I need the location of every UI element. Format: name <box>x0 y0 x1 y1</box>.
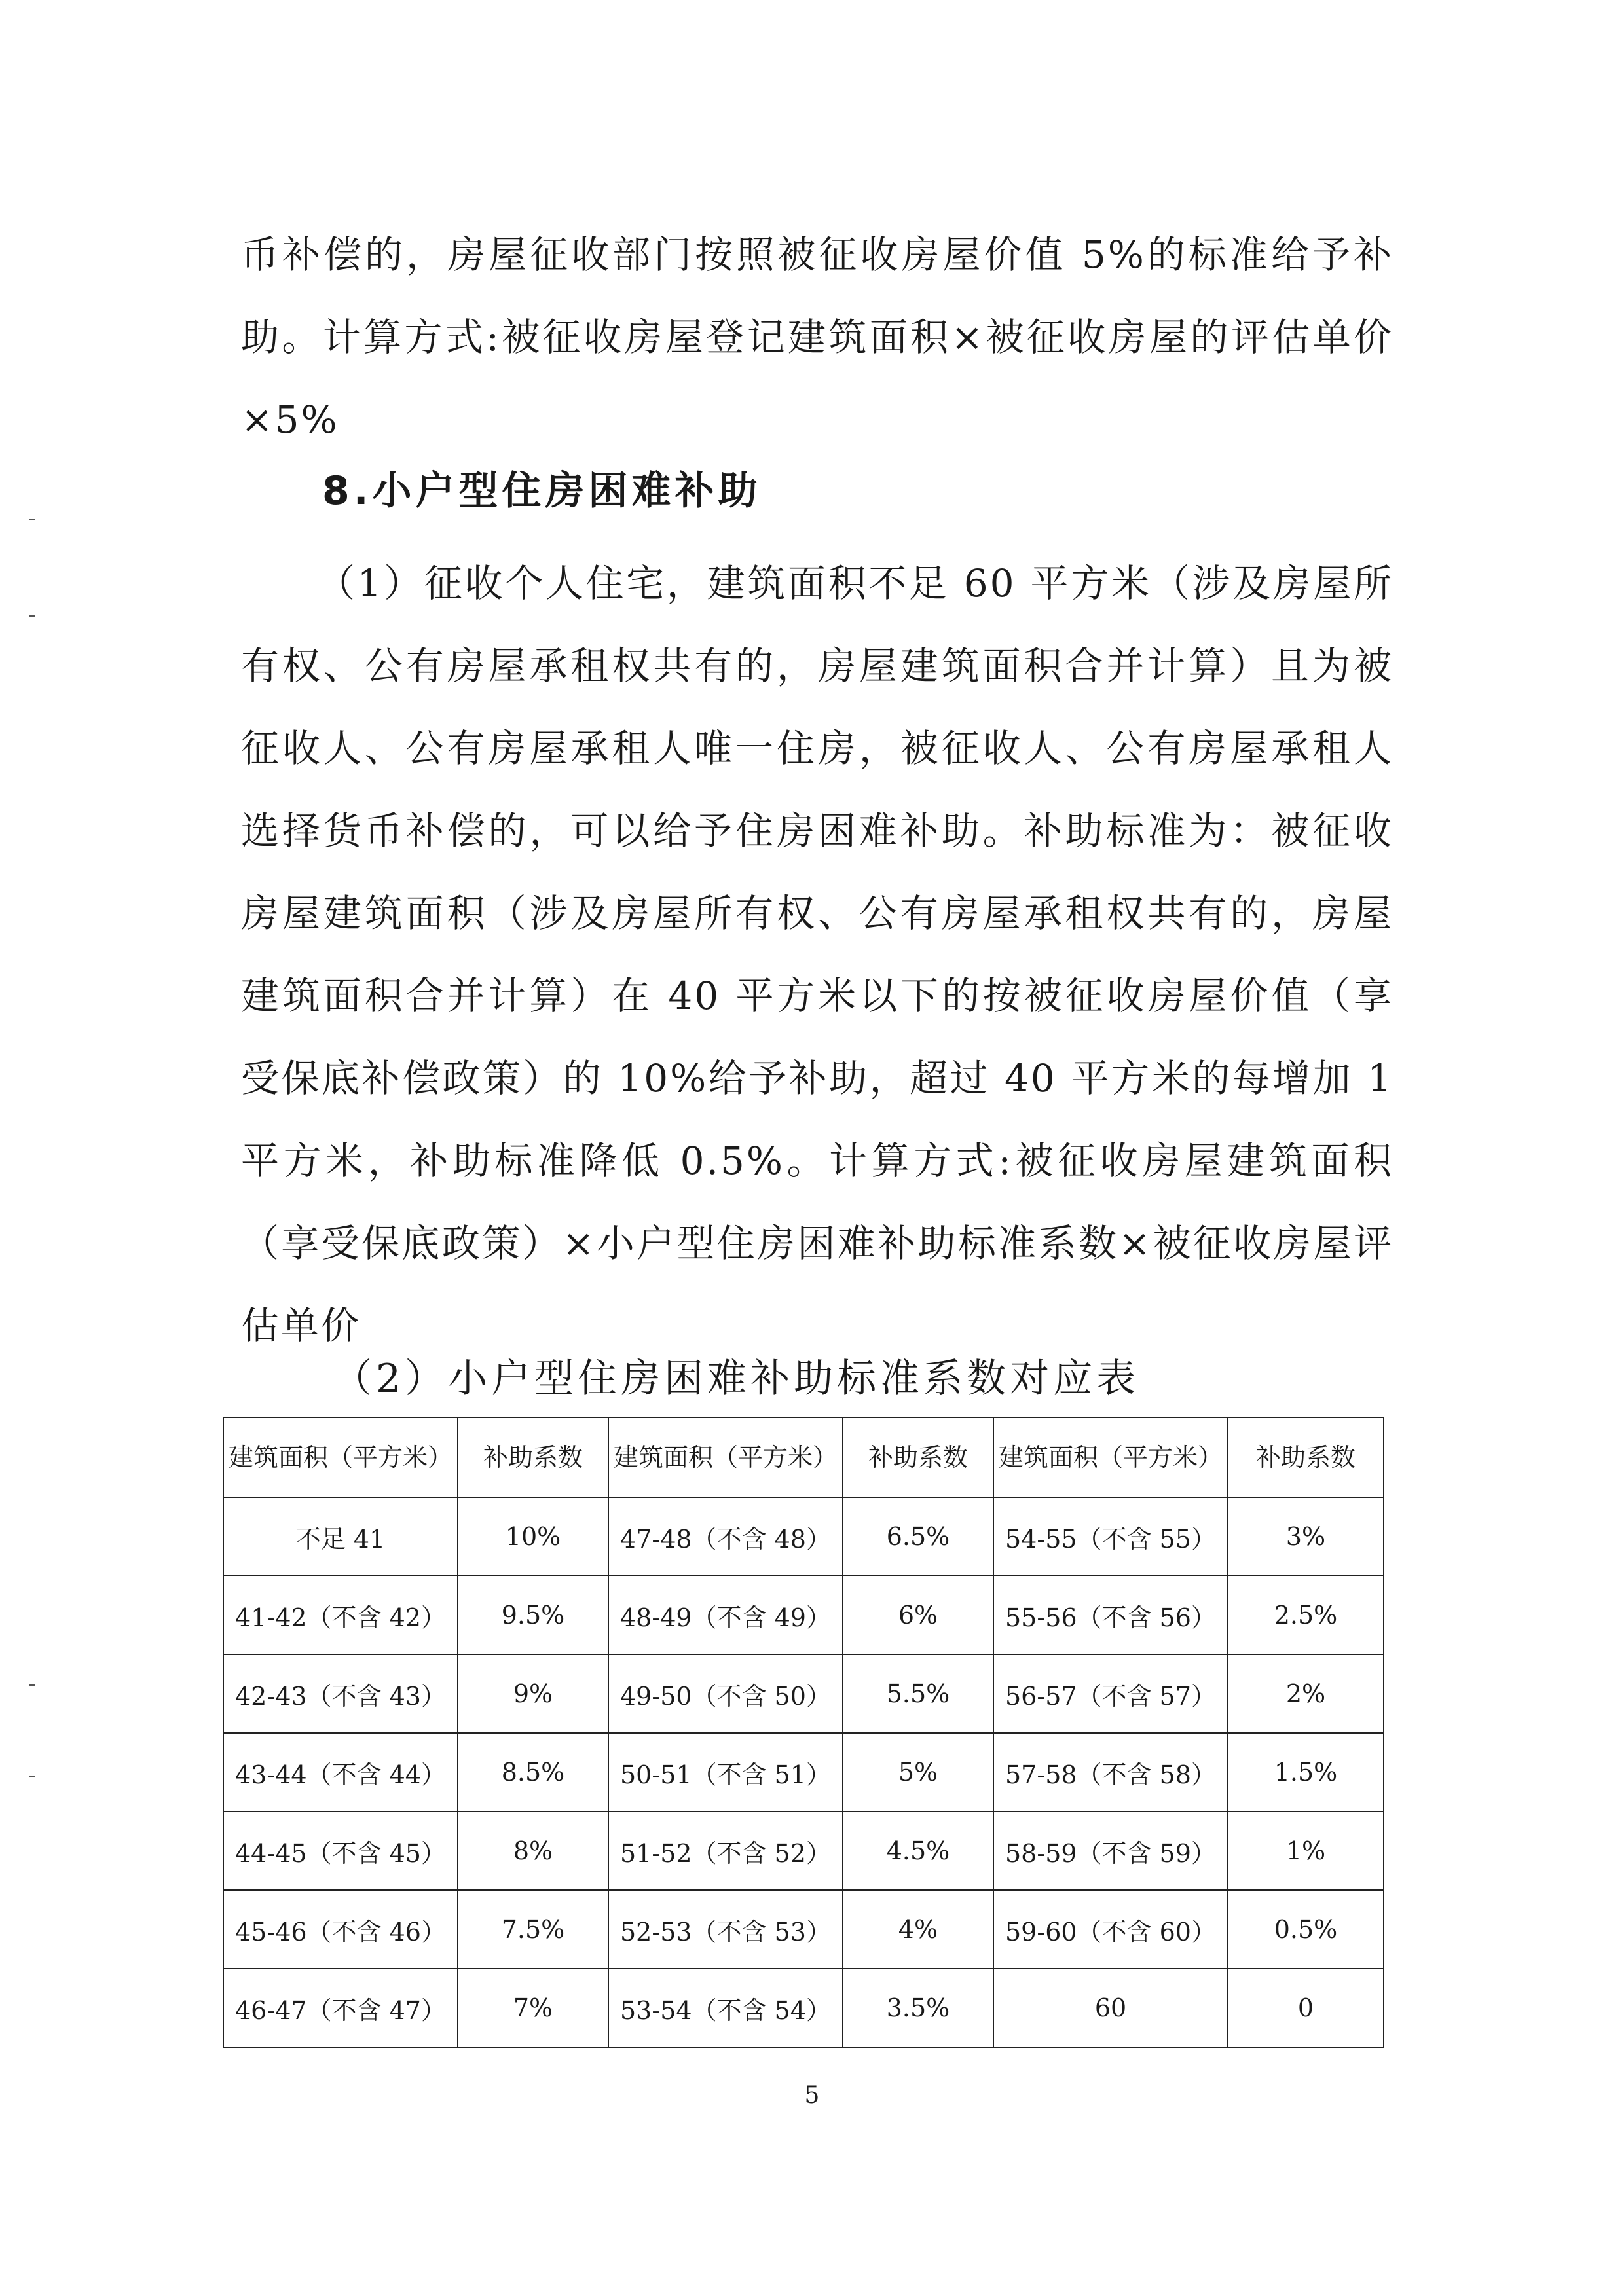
cell-area: 55-56（不含 56） <box>993 1576 1228 1654</box>
cell-area: 43-44（不含 44） <box>223 1733 458 1812</box>
cell-area: 41-42（不含 42） <box>223 1576 458 1654</box>
cell-area: 54-55（不含 55） <box>993 1497 1228 1576</box>
cell-area: 58-59（不含 59） <box>993 1812 1228 1890</box>
cell-coefficient: 2% <box>1228 1654 1384 1733</box>
cell-area: 51-52（不含 52） <box>608 1812 843 1890</box>
cell-coefficient: 5% <box>843 1733 993 1812</box>
cell-coefficient: 0.5% <box>1228 1890 1384 1969</box>
cell-area: 57-58（不含 58） <box>993 1733 1228 1812</box>
cell-area: 47-48（不含 48） <box>608 1497 843 1576</box>
table-row <box>223 1654 1384 1733</box>
cell-area: 48-49（不含 49） <box>608 1576 843 1654</box>
cell-coefficient: 9% <box>458 1654 608 1733</box>
table-row <box>223 1969 1384 2047</box>
paragraph-continuation: 币补偿的，房屋征收部门按照被征收房屋价值 5%的标准给予补助。计算方式:被征收房屋登记建筑面积×被征收房屋的评估单价×5% <box>241 232 1393 442</box>
header-area: 建筑面积（平方米） <box>223 1417 458 1497</box>
cell-coefficient: 9.5% <box>458 1576 608 1654</box>
table-row <box>223 1497 1384 1576</box>
cell-coefficient: 3% <box>1228 1497 1384 1576</box>
cell-coefficient: 5.5% <box>843 1654 993 1733</box>
cell-coefficient: 1% <box>1228 1812 1384 1890</box>
section-heading: 8.小户型住房困难补助 <box>322 468 762 514</box>
cell-area: 56-57（不含 57） <box>993 1654 1228 1733</box>
cell-area: 60 <box>993 1969 1228 2047</box>
cell-coefficient: 7% <box>458 1969 608 2047</box>
cell-coefficient: 8.5% <box>458 1733 608 1812</box>
cell-area: 44-45（不含 45） <box>223 1812 458 1890</box>
table-row <box>223 1733 1384 1812</box>
cell-area: 49-50（不含 50） <box>608 1654 843 1733</box>
cell-area: 53-54（不含 54） <box>608 1969 843 2047</box>
cell-coefficient: 0 <box>1228 1969 1384 2047</box>
paragraph-subsidy-rule: （1）征收个人住宅，建筑面积不足 60 平方米（涉及房屋所有权、公有房屋承租权共有的，房屋建筑面积合并计算）且为被征收人、公有房屋承租人唯一住房，被征收人、公有房屋承租人选择货币补偿的，可以给予住房困难补助。补助标准为：被征收房屋建筑面积（涉及房屋所有权、公有房屋承租权共有的，房屋建筑面积合并计算）在 40 平方米以下的按被征收房屋价值（享受保底补偿政策）的 10%给予补助，超过 40 平方米的每增加 1 平方米，补助标准降低 0.5%。计算方式:被征收房屋建筑面积（享受保底政策）×小户型住房困难补助标准系数×被征收房屋评估单价 <box>241 561 1393 1348</box>
table-row <box>223 1812 1384 1890</box>
header-coefficient: 补助系数 <box>1228 1417 1384 1497</box>
cell-area: 42-43（不含 43） <box>223 1654 458 1733</box>
header-coefficient: 补助系数 <box>843 1417 993 1497</box>
cell-area: 52-53（不含 53） <box>608 1890 843 1969</box>
header-coefficient: 补助系数 <box>458 1417 608 1497</box>
header-area: 建筑面积（平方米） <box>993 1417 1228 1497</box>
cell-coefficient: 3.5% <box>843 1969 993 2047</box>
cell-area: 45-46（不含 46） <box>223 1890 458 1969</box>
cell-coefficient: 4.5% <box>843 1812 993 1890</box>
cell-coefficient: 6.5% <box>843 1497 993 1576</box>
cell-coefficient: 1.5% <box>1228 1733 1384 1812</box>
scan-margin-mark <box>29 1684 35 1686</box>
header-area: 建筑面积（平方米） <box>608 1417 843 1497</box>
cell-coefficient: 2.5% <box>1228 1576 1384 1654</box>
scan-margin-mark <box>29 519 35 520</box>
cell-coefficient: 8% <box>458 1812 608 1890</box>
cell-coefficient: 7.5% <box>458 1890 608 1969</box>
page-number: 5 <box>804 2082 820 2109</box>
scan-margin-mark <box>29 615 35 617</box>
cell-area: 50-51（不含 51） <box>608 1733 843 1812</box>
cell-coefficient: 10% <box>458 1497 608 1576</box>
table-row <box>223 1576 1384 1654</box>
cell-area: 不足 41 <box>223 1497 458 1576</box>
cell-area: 46-47（不含 47） <box>223 1969 458 2047</box>
cell-coefficient: 4% <box>843 1890 993 1969</box>
cell-coefficient: 6% <box>843 1576 993 1654</box>
table-caption: （2）小户型住房困难补助标准系数对应表 <box>333 1356 1140 1402</box>
table-header-row <box>223 1417 1384 1497</box>
coefficient-table <box>223 1417 1384 2048</box>
table-row <box>223 1890 1384 1969</box>
scan-margin-mark <box>29 1776 35 1777</box>
cell-area: 59-60（不含 60） <box>993 1890 1228 1969</box>
